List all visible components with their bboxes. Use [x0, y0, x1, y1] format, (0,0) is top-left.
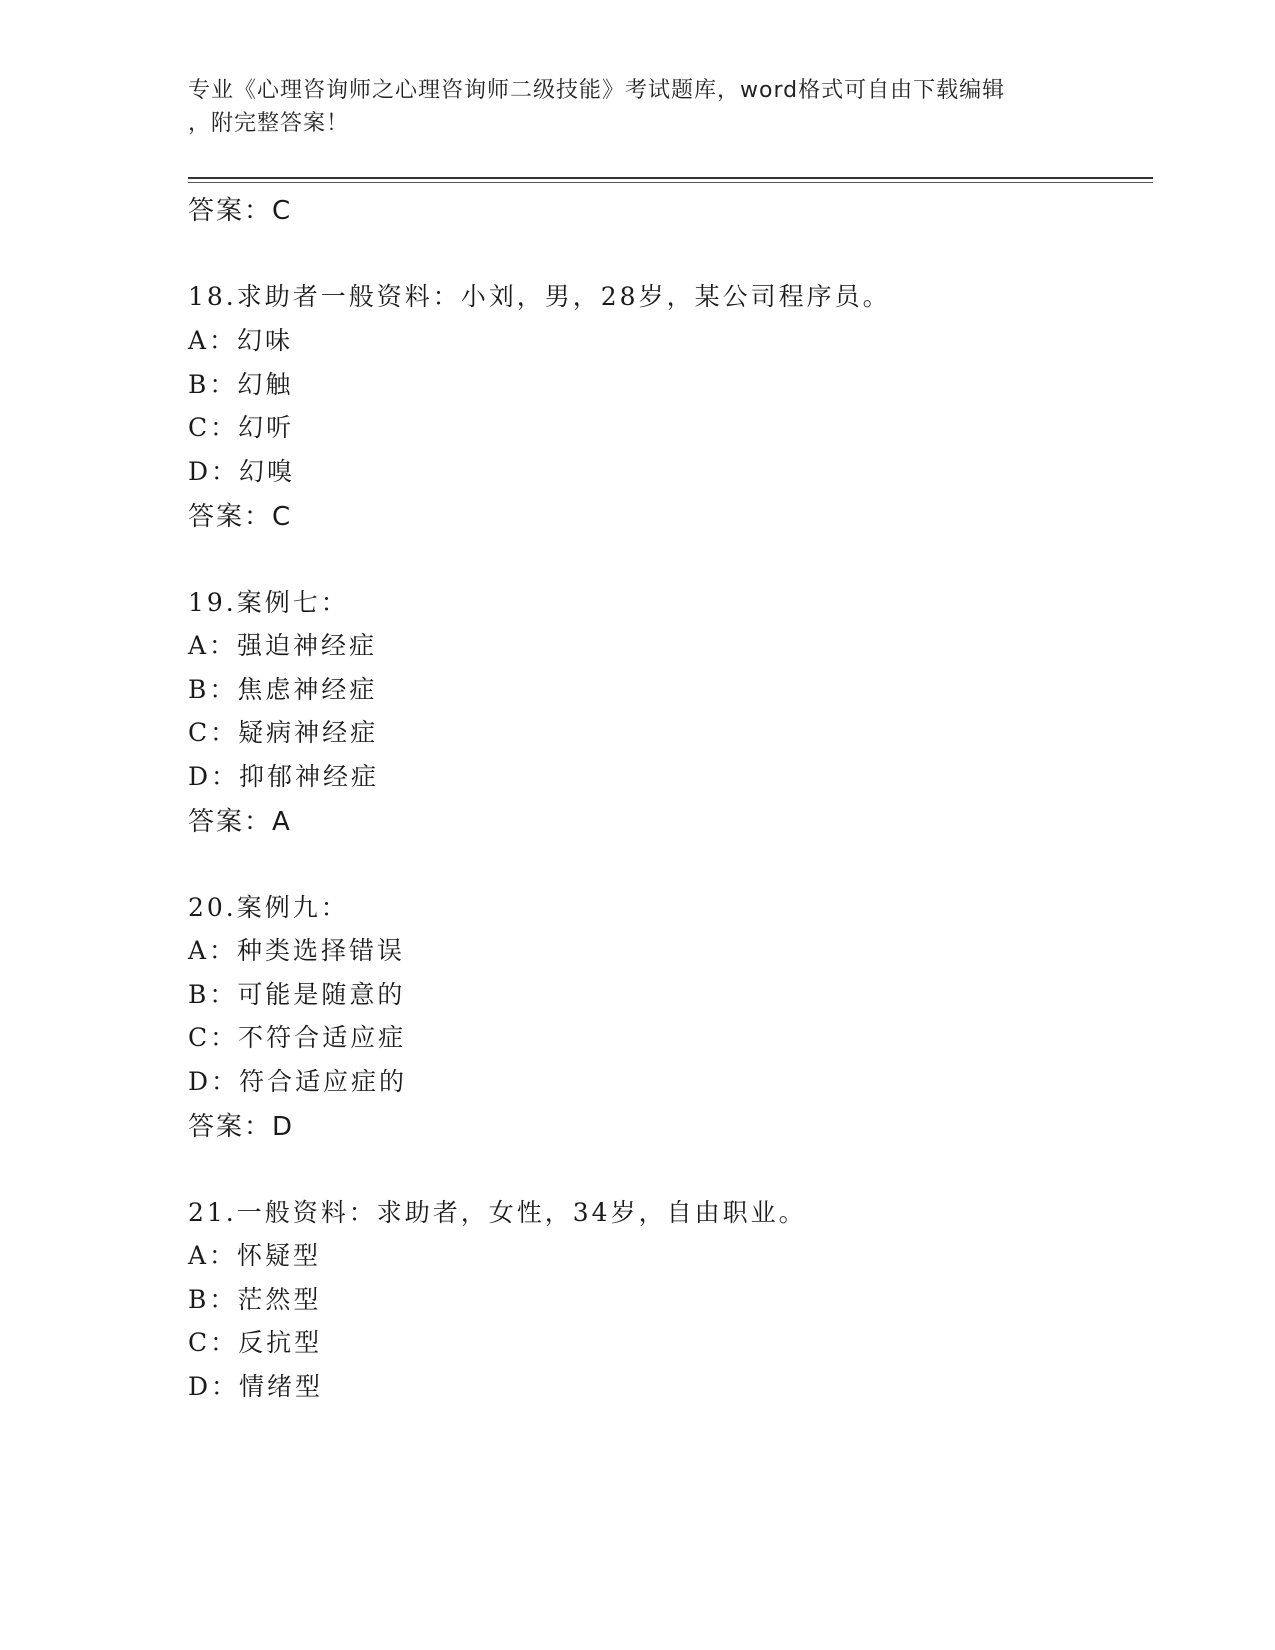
- option-line: C：反抗型: [188, 1328, 323, 1357]
- option-line: B：焦虑神经症: [188, 675, 378, 704]
- answer-line: 答案：A: [188, 807, 292, 837]
- option-line: A：种类选择错误: [188, 936, 406, 965]
- question-21: 21.一般资料：求助者，女性，34岁，自由职业。: [188, 1198, 807, 1227]
- answer-line: 答案：D: [188, 1112, 295, 1142]
- answer-line: 答案：C: [188, 196, 293, 226]
- option-line: D：幻嗅: [188, 457, 296, 486]
- header-line-1: 专业《心理咨询师之心理咨询师二级技能》考试题库，word格式可自由下载编辑: [188, 78, 1006, 103]
- question-19: 19.案例七：: [188, 588, 349, 617]
- header-divider-thin: [188, 182, 1153, 183]
- option-line: A：怀疑型: [188, 1241, 322, 1270]
- option-line: B：可能是随意的: [188, 980, 406, 1009]
- option-line: C：不符合适应症: [188, 1023, 407, 1052]
- option-line: B：茫然型: [188, 1285, 322, 1314]
- option-line: D：抑郁神经症: [188, 762, 380, 791]
- answer-line: 答案：C: [188, 502, 293, 532]
- option-line: C：疑病神经症: [188, 718, 379, 747]
- document-header: [188, 74, 1088, 140]
- option-line: D：情绪型: [188, 1372, 324, 1401]
- option-line: D：符合适应症的: [188, 1067, 408, 1096]
- option-line: A：幻味: [188, 326, 294, 355]
- question-18: 18.求助者一般资料：小刘，男，28岁，某公司程序员。: [188, 282, 891, 311]
- option-line: C：幻听: [188, 413, 295, 442]
- option-line: A：强迫神经症: [188, 631, 378, 660]
- header-divider: [188, 177, 1153, 179]
- option-line: B：幻触: [188, 370, 294, 399]
- question-20: 20.案例九：: [188, 893, 349, 922]
- header-line-2: ，附完整答案！: [188, 111, 350, 136]
